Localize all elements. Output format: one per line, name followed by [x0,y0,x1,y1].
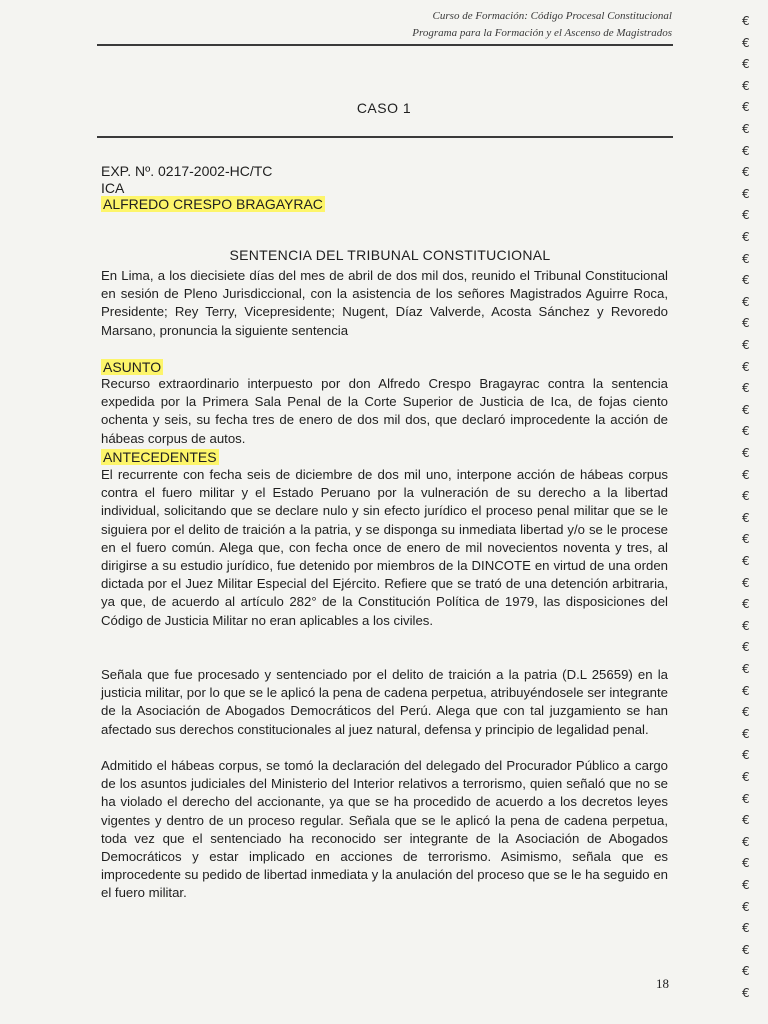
header-rule [97,44,673,46]
expediente-place: ICA [101,180,125,196]
binding-ring-icon: € [742,294,750,309]
binding-ring-icon: € [742,532,750,547]
binding-ring-icon: € [742,921,750,936]
binding-ring-icon: € [742,316,750,331]
binding-ring-icon: € [742,726,750,741]
binding-ring-icon: € [742,424,750,439]
binding-ring-icon: € [742,813,750,828]
antecedentes-heading: ANTECEDENTES [103,449,217,465]
binding-ring-icon: € [742,359,750,374]
spiral-binding [736,0,764,1024]
binding-ring-icon: € [742,186,750,201]
binding-ring-icon: € [742,14,750,28]
binding-ring-icon: € [742,942,750,957]
binding-ring-icon: € [742,230,750,244]
antecedentes-paragraph-1: El recurrente con fecha seis de diciembre de dos mil uno, interpone acción de hábeas corpus contra el fuero militar y el Estado Peruano por la vulneración de su derecho a la libertad individual, solicitando que se declare nulo y sin efecto jurídico el proceso penal militar que se le siguiera por el delito de traición a la patria, y se disponga su inmediata libertad y/o se le procese en el fuero común. Alega que, con fecha once de enero de mil novecientos noventa y tres, al dirigirse a su estudio jurídico, fue detenido por miembros de la DINCOTE en virtud de una orden dictada por el Juez Militar Especial del Ejército. Refiere que se trató de una detención arbitraria, ya que, de acuerdo al artículo 282° de la Constitución Política de 1979, las disposiciones del Código de Justicia Militar no eran aplicables a los civiles. [101,467,668,628]
expediente-number: EXP. Nº. 0217-2002-HC/TC [101,163,273,179]
page-number: 18 [656,976,669,991]
binding-ring-icon: € [742,446,750,460]
binding-ring-icon: € [742,683,750,698]
header-course-title: Curso de Formación: Código Procesal Constitucional [432,10,672,22]
asunto-paragraph: Recurso extraordinario interpuesto por don Alfredo Crespo Bragayrac contra la sentencia expedida por la Primera Sala Penal de la Corte Superior de Justicia de Ica, de fojas ciento ochenta y seis, su fecha tres de enero de dos mil dos, que declaró improcedente la acción de hábeas corpus de autos. [101,376,668,446]
binding-ring-icon: € [742,770,750,784]
binding-ring-icon: € [742,100,750,115]
binding-ring-icon: € [742,338,750,352]
binding-ring-icon: € [742,899,750,914]
intro-paragraph: En Lima, a los diecisiete días del mes de abril de dos mil dos, reunido el Tribunal Constitucional en sesión de Pleno Jurisdiccional, con la asistencia de los señores Magistrados Aguirre Roca, Presidente; Rey Terry, Vicepresidente; Nugent, Díaz Valverde, Acosta Sánchez y Revoredo Marsano, pronuncia la siguiente sentencia [101,268,668,338]
binding-ring-icon: € [742,640,750,655]
sentencia-title: SENTENCIA DEL TRIBUNAL CONSTITUCIONAL [229,247,551,263]
expediente-party: ALFREDO CRESPO BRAGAYRAC [103,196,323,212]
binding-ring-icon: € [742,510,750,525]
binding-ring-icon: € [742,618,750,633]
binding-ring-icon: € [742,986,750,1000]
binding-ring-icon: € [742,208,750,223]
binding-ring-icon: € [742,489,750,504]
binding-ring-icon: € [742,964,750,979]
binding-ring-icon: € [742,878,750,892]
binding-ring-icon: € [742,122,750,136]
binding-ring-icon: € [742,273,750,288]
binding-ring-icon: € [742,381,750,396]
binding-ring-icon: € [742,57,750,72]
binding-ring-icon: € [742,575,750,590]
binding-ring-icon: € [742,78,750,93]
binding-ring-icon: € [742,662,750,676]
binding-ring-icon: € [742,467,750,482]
case-title: CASO 1 [356,100,412,116]
antecedentes-paragraph-2: Señala que fue procesado y sentenciado por el delito de traición a la patria (D.L 25659) en la justicia militar, por lo que se le aplicó la pena de cadena perpetua, atribuyéndosele ser integrante de la Asociación de Abogados Democráticos del Perú. Alega que con tal juzgamiento se han afectado sus derechos constitucionales al juez natural, defensa y principio de legalidad penal. [101,667,668,737]
binding-ring-icon: € [742,35,750,50]
antecedentes-paragraph-3: Admitido el hábeas corpus, se tomó la declaración del delegado del Procurador Público a cargo de los asuntos judiciales del Ministerio del Interior relativos a terrorismo, quien señaló que no se ha violado el derecho del accionante, ya que se ha procedido de acuerdo a los decretos leyes vigentes y dentro de un proceso regular. Señala que se le aplicó la pena de cadena perpetua, toda vez que el sentenciado ha reconocido ser integrante de la Asociación de Abogados Democráticos y estar implicado en acciones de terrorismo. Asimismo, señala que es improcedente su pedido de libertad inmediata y la anulación del proceso que se le ha seguido en el fuero militar. [101,758,668,901]
binding-ring-icon: € [742,402,750,417]
binding-ring-icon: € [742,834,750,849]
binding-ring-icon: € [742,856,750,871]
binding-ring-icon: € [742,554,750,568]
asunto-heading: ASUNTO [103,359,162,375]
binding-ring-icon: € [742,251,750,266]
binding-ring-icon: € [742,791,750,806]
binding-ring-icon: € [742,143,750,158]
case-rule [97,136,673,138]
binding-ring-icon: € [742,597,750,612]
binding-ring-icon: € [742,705,750,720]
binding-ring-icon: € [742,748,750,763]
header-program-title: Programa para la Formación y el Ascenso de Magistrados [412,27,672,39]
binding-ring-icon: € [742,165,750,180]
